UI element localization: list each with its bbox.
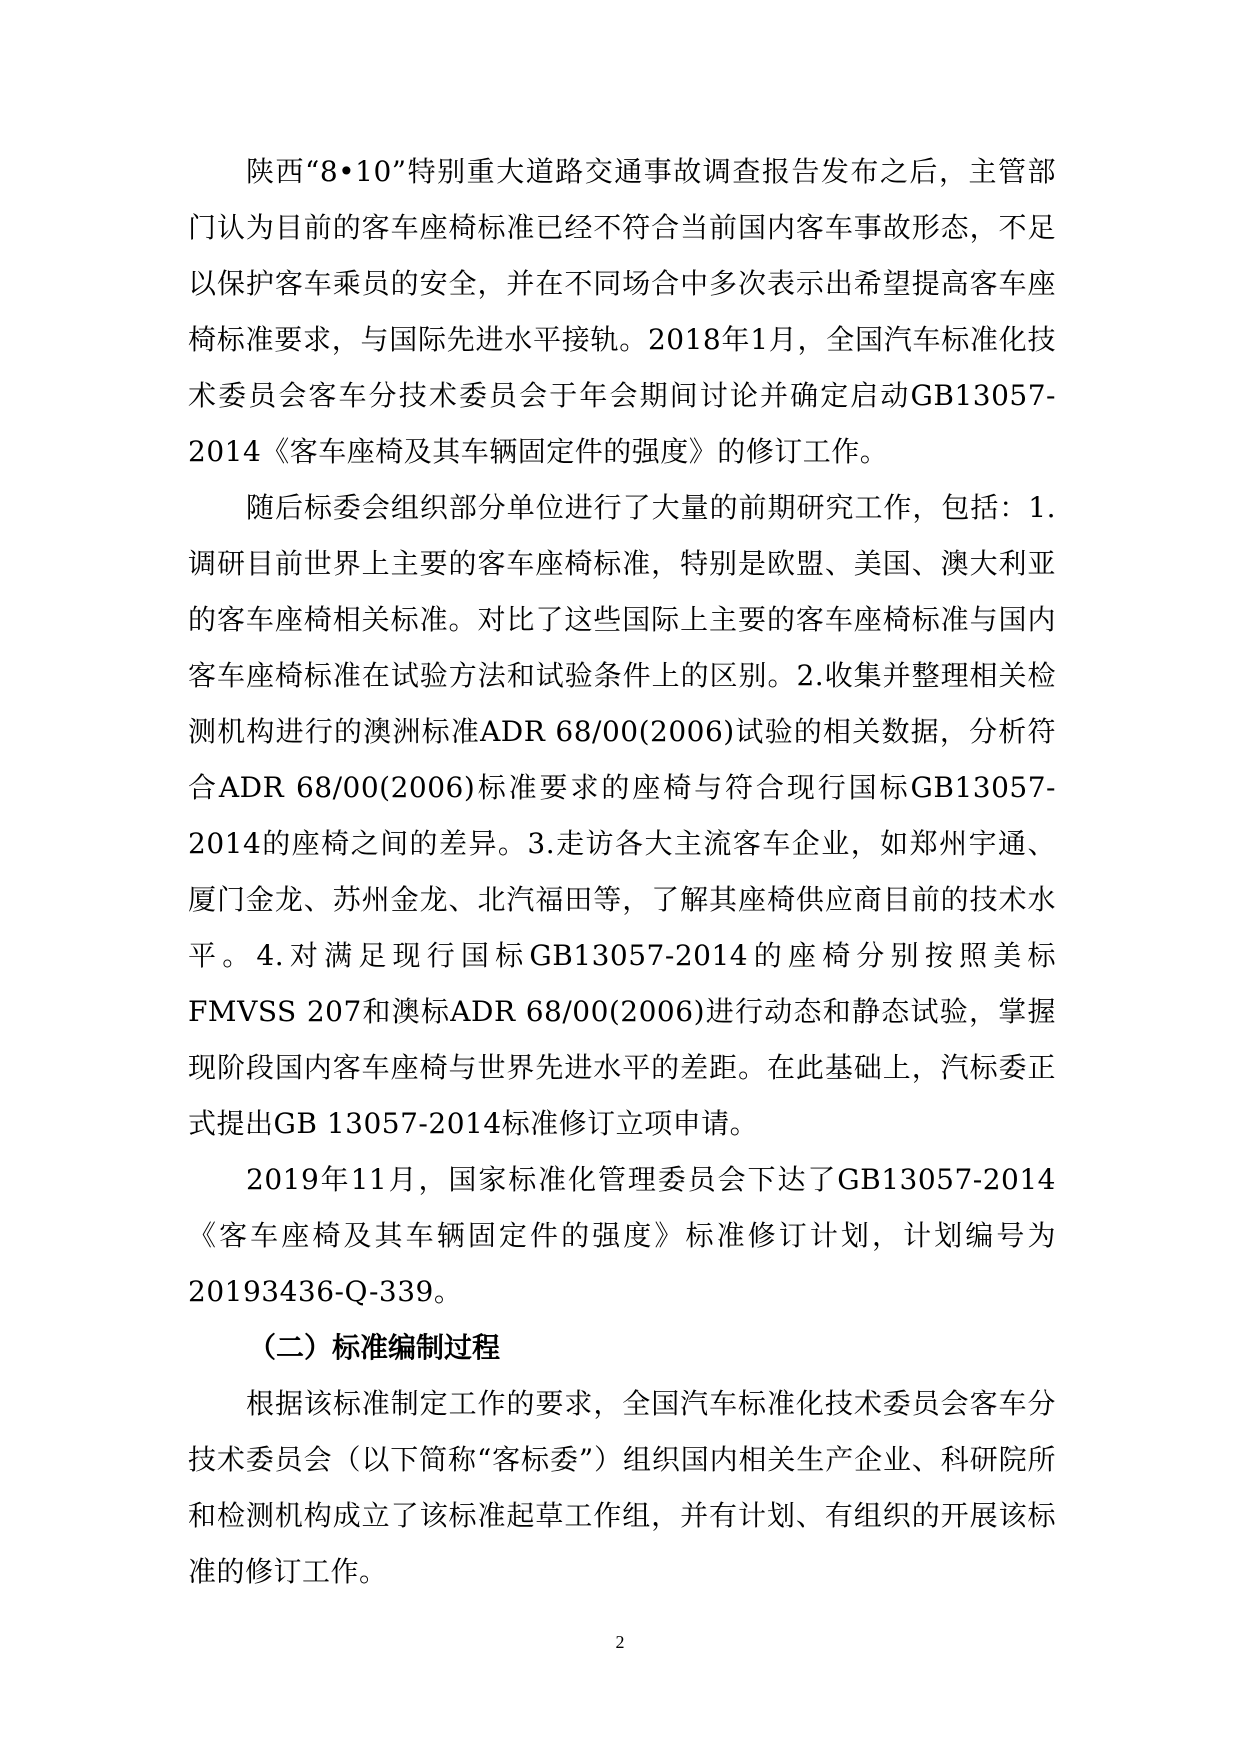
document-body	[188, 144, 1056, 1600]
paragraph-revision-plan: 2019年11月，国家标准化管理委员会下达了GB13057-2014《客车座椅及其车辆固定件的强度》标准修订计划，计划编号为20193436-Q-339。	[188, 1163, 1056, 1308]
paragraph-drafting-process: 根据该标准制定工作的要求，全国汽车标准化技术委员会客车分技术委员会（以下简称“客标委”）组织国内相关生产企业、科研院所和检测机构成立了该标准起草工作组，并有计划、有组织的开展该标准的修订工作。	[188, 1387, 1056, 1588]
section-heading: （二）标准编制过程	[248, 1331, 501, 1364]
paragraph-preliminary-research: 随后标委会组织部分单位进行了大量的前期研究工作，包括：1.调研目前世界上主要的客车座椅标准，特别是欧盟、美国、澳大利亚的客车座椅相关标准。对比了这些国际上主要的客车座椅标准与国内客车座椅标准在试验方法和试验条件上的区别。2.收集并整理相关检测机构进行的澳洲标准ADR 68/00(2006)试验的相关数据，分析符合ADR 68/00(2006)标准要求的座椅与符合现行国标GB13057-2014的座椅之间的差异。3.走访各大主流客车企业，如郑州宇通、厦门金龙、苏州金龙、北汽福田等，了解其座椅供应商目前的技术水平。4.对满足现行国标GB13057-2014的座椅分别按照美标FMVSS 207和澳标ADR 68/00(2006)进行动态和静态试验，掌握现阶段国内客车座椅与世界先进水平的差距。在此基础上，汽标委正式提出GB 13057-2014标准修订立项申请。	[188, 491, 1056, 1140]
page-number: 2	[615, 1632, 625, 1652]
paragraph-background: 陕西“8•10”特别重大道路交通事故调查报告发布之后，主管部门认为目前的客车座椅标准已经不符合当前国内客车事故形态，不足以保护客车乘员的安全，并在不同场合中多次表示出希望提高客车座椅标准要求，与国际先进水平接轨。2018年1月，全国汽车标准化技术委员会客车分技术委员会于年会期间讨论并确定启动GB13057-2014《客车座椅及其车辆固定件的强度》的修订工作。	[188, 155, 1056, 468]
